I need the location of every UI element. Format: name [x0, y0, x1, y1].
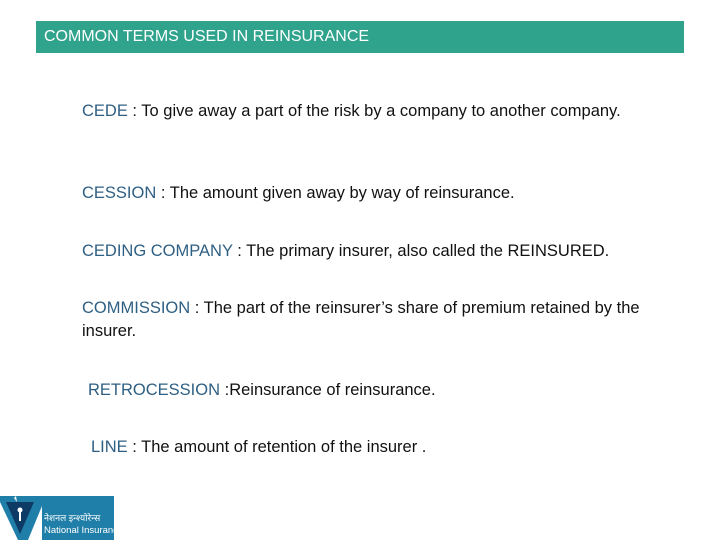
- term-definition: : To give away a part of the risk by a company to another company.: [127, 102, 621, 120]
- logo-hindi-text: नेशनल इन्श्योरेन्स: [44, 513, 101, 523]
- term-keyword: LINE: [91, 438, 128, 456]
- term-keyword: CEDING COMPANY: [82, 242, 233, 260]
- term-retrocession: [88, 379, 668, 402]
- term-definition: : The amount given away by way of reinsurance.: [156, 184, 515, 202]
- term-ceding-company: [82, 240, 682, 263]
- term-cession: [82, 182, 662, 205]
- term-keyword: RETROCESSION: [88, 381, 221, 399]
- logo-english-text: National Insurance: [44, 525, 124, 536]
- logo-emblem-icon: [0, 496, 42, 540]
- term-keyword: CEDE: [82, 102, 128, 120]
- term-commission: [82, 297, 672, 343]
- term-definition: : The primary insurer, also called the REINSURED.: [232, 242, 610, 260]
- term-line: [91, 436, 671, 459]
- company-logo: [0, 496, 124, 540]
- term-definition: : The part of the reinsurer’s share of premium retained by the insurer.: [82, 299, 640, 340]
- page-title: COMMON TERMS USED IN REINSURANCE: [36, 21, 684, 53]
- term-definition: :Reinsurance of reinsurance.: [220, 381, 436, 399]
- term-definition: : The amount of retention of the insurer .: [127, 438, 427, 456]
- term-keyword: COMMISSION: [82, 299, 191, 317]
- term-keyword: CESSION: [82, 184, 157, 202]
- term-cede: [82, 100, 662, 123]
